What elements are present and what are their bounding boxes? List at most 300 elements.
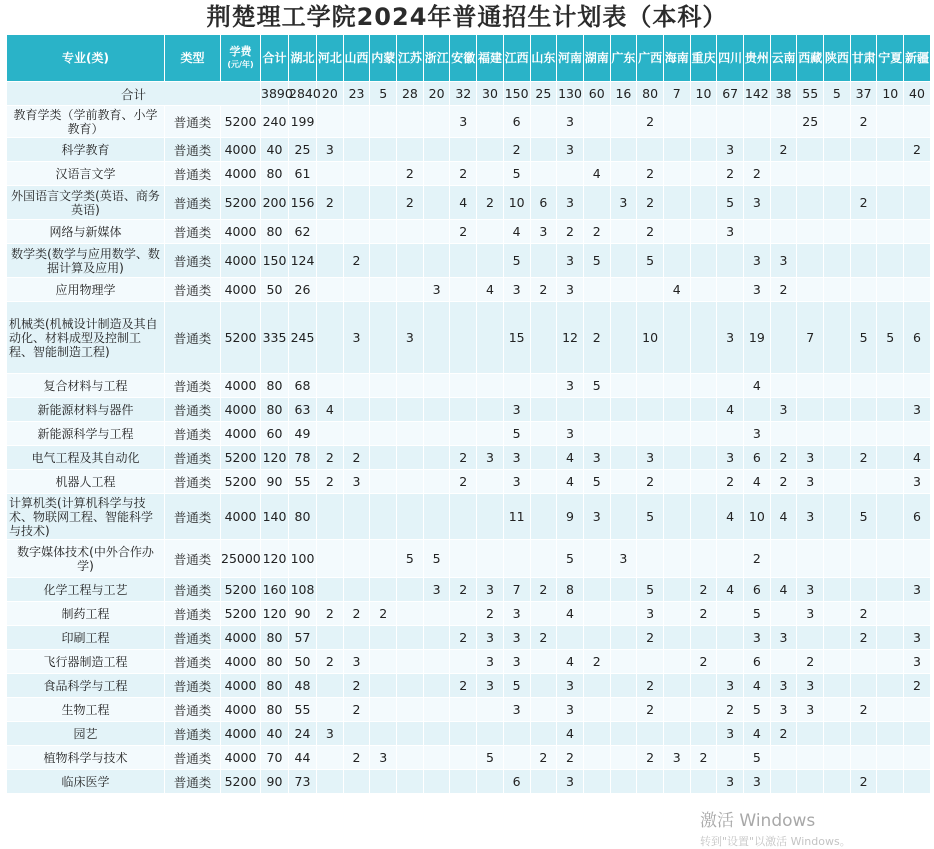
table-row bbox=[7, 746, 931, 770]
table-row bbox=[7, 602, 931, 626]
province-quota bbox=[530, 138, 557, 162]
total-cell: 60 bbox=[583, 82, 610, 106]
header-type: 类型 bbox=[165, 35, 221, 82]
province-quota bbox=[530, 602, 557, 626]
province-quota: 2 bbox=[450, 674, 477, 698]
province-quota: 3 bbox=[744, 244, 771, 278]
province-quota bbox=[317, 674, 344, 698]
province-quota: 68 bbox=[289, 374, 317, 398]
province-quota bbox=[423, 674, 450, 698]
province-quota bbox=[423, 162, 450, 186]
province-quota bbox=[317, 302, 344, 374]
province-quota: 2 bbox=[850, 770, 877, 794]
province-quota bbox=[530, 398, 557, 422]
table-row bbox=[7, 422, 931, 446]
province-quota bbox=[397, 698, 424, 722]
province-quota bbox=[610, 162, 637, 186]
province-quota bbox=[610, 470, 637, 494]
province-quota bbox=[824, 470, 851, 494]
province-quota bbox=[557, 162, 584, 186]
province-quota bbox=[824, 578, 851, 602]
province-quota bbox=[637, 540, 664, 578]
province-quota bbox=[690, 722, 717, 746]
province-quota bbox=[877, 138, 904, 162]
header-province: 云南 bbox=[770, 35, 797, 82]
province-quota bbox=[877, 244, 904, 278]
province-quota: 3 bbox=[637, 446, 664, 470]
province-quota: 2 bbox=[744, 540, 771, 578]
province-quota bbox=[770, 770, 797, 794]
province-quota bbox=[583, 422, 610, 446]
row-total: 80 bbox=[261, 650, 289, 674]
province-quota bbox=[663, 138, 690, 162]
province-quota: 4 bbox=[744, 722, 771, 746]
major-type: 普通类 bbox=[165, 746, 221, 770]
province-quota: 4 bbox=[744, 674, 771, 698]
major-name: 飞行器制造工程 bbox=[7, 650, 165, 674]
province-quota bbox=[690, 244, 717, 278]
tuition-fee: 4000 bbox=[221, 626, 261, 650]
province-quota bbox=[503, 746, 530, 770]
province-quota: 5 bbox=[503, 422, 530, 446]
major-type: 普通类 bbox=[165, 446, 221, 470]
header-province: 海南 bbox=[663, 35, 690, 82]
tuition-fee: 4000 bbox=[221, 220, 261, 244]
table-row bbox=[7, 446, 931, 470]
province-quota: 2 bbox=[557, 746, 584, 770]
province-quota bbox=[450, 244, 477, 278]
major-type: 普通类 bbox=[165, 698, 221, 722]
row-total: 150 bbox=[261, 244, 289, 278]
header-province: 西藏 bbox=[797, 35, 824, 82]
province-quota bbox=[610, 494, 637, 540]
province-quota bbox=[397, 138, 424, 162]
province-quota bbox=[477, 722, 504, 746]
province-quota: 3 bbox=[477, 650, 504, 674]
tuition-fee: 4000 bbox=[221, 162, 261, 186]
province-quota bbox=[770, 746, 797, 770]
province-quota bbox=[423, 138, 450, 162]
province-quota bbox=[850, 578, 877, 602]
province-quota bbox=[450, 698, 477, 722]
province-quota bbox=[877, 540, 904, 578]
province-quota bbox=[717, 422, 744, 446]
province-quota bbox=[530, 374, 557, 398]
major-name: 机械类(机械设计制造及其自动化、材料成型及控制工程、智能制造工程) bbox=[7, 302, 165, 374]
table-row bbox=[7, 138, 931, 162]
province-quota bbox=[824, 494, 851, 540]
province-quota bbox=[477, 398, 504, 422]
province-quota bbox=[690, 162, 717, 186]
province-quota bbox=[477, 106, 504, 138]
province-quota: 5 bbox=[744, 746, 771, 770]
province-quota bbox=[690, 540, 717, 578]
province-quota bbox=[824, 540, 851, 578]
province-quota bbox=[370, 186, 397, 220]
province-quota bbox=[744, 398, 771, 422]
major-type: 普通类 bbox=[165, 398, 221, 422]
province-quota bbox=[770, 106, 797, 138]
province-quota: 3 bbox=[904, 470, 931, 494]
province-quota: 3 bbox=[503, 626, 530, 650]
header-province: 湖北 bbox=[289, 35, 317, 82]
total-cell: 10 bbox=[877, 82, 904, 106]
province-quota bbox=[317, 244, 344, 278]
province-quota bbox=[317, 162, 344, 186]
province-quota: 3 bbox=[343, 470, 370, 494]
province-quota: 2 bbox=[583, 650, 610, 674]
province-quota: 3 bbox=[583, 446, 610, 470]
major-type: 普通类 bbox=[165, 106, 221, 138]
province-quota: 3 bbox=[557, 374, 584, 398]
province-quota bbox=[717, 650, 744, 674]
province-quota: 2 bbox=[850, 602, 877, 626]
province-quota: 55 bbox=[289, 698, 317, 722]
province-quota bbox=[824, 302, 851, 374]
province-quota bbox=[370, 244, 397, 278]
province-quota: 2 bbox=[850, 106, 877, 138]
province-quota bbox=[397, 674, 424, 698]
province-quota: 4 bbox=[717, 578, 744, 602]
province-quota bbox=[770, 422, 797, 446]
province-quota: 3 bbox=[477, 578, 504, 602]
province-quota bbox=[370, 446, 397, 470]
tuition-fee: 25000 bbox=[221, 540, 261, 578]
table-row bbox=[7, 398, 931, 422]
province-quota bbox=[663, 578, 690, 602]
table-row bbox=[7, 106, 931, 138]
header-province: 河南 bbox=[557, 35, 584, 82]
province-quota: 2 bbox=[717, 698, 744, 722]
header-province: 陕西 bbox=[824, 35, 851, 82]
province-quota: 3 bbox=[717, 770, 744, 794]
province-quota: 3 bbox=[503, 398, 530, 422]
major-type: 普通类 bbox=[165, 278, 221, 302]
province-quota bbox=[690, 278, 717, 302]
province-quota bbox=[690, 770, 717, 794]
province-quota: 5 bbox=[583, 244, 610, 278]
province-quota bbox=[663, 186, 690, 220]
province-quota bbox=[663, 674, 690, 698]
province-quota: 24 bbox=[289, 722, 317, 746]
province-quota: 3 bbox=[717, 446, 744, 470]
province-quota: 2 bbox=[450, 470, 477, 494]
province-quota: 2 bbox=[904, 674, 931, 698]
province-quota bbox=[397, 722, 424, 746]
header-province: 福建 bbox=[477, 35, 504, 82]
province-quota: 5 bbox=[850, 302, 877, 374]
province-quota bbox=[397, 220, 424, 244]
row-total: 80 bbox=[261, 626, 289, 650]
province-quota: 3 bbox=[797, 446, 824, 470]
tuition-fee: 4000 bbox=[221, 244, 261, 278]
province-quota bbox=[477, 770, 504, 794]
province-quota bbox=[824, 138, 851, 162]
province-quota bbox=[904, 186, 931, 220]
province-quota bbox=[370, 374, 397, 398]
province-quota bbox=[663, 302, 690, 374]
row-total: 80 bbox=[261, 674, 289, 698]
province-quota bbox=[450, 138, 477, 162]
major-name: 印刷工程 bbox=[7, 626, 165, 650]
province-quota: 3 bbox=[557, 138, 584, 162]
province-quota bbox=[343, 106, 370, 138]
province-quota bbox=[824, 106, 851, 138]
province-quota bbox=[583, 602, 610, 626]
province-quota bbox=[370, 494, 397, 540]
province-quota bbox=[904, 746, 931, 770]
major-name: 机器人工程 bbox=[7, 470, 165, 494]
province-quota: 2 bbox=[450, 220, 477, 244]
row-total: 80 bbox=[261, 374, 289, 398]
province-quota bbox=[717, 106, 744, 138]
province-quota: 3 bbox=[797, 674, 824, 698]
major-type: 普通类 bbox=[165, 422, 221, 446]
province-quota bbox=[397, 578, 424, 602]
province-quota: 2 bbox=[637, 626, 664, 650]
province-quota: 3 bbox=[423, 578, 450, 602]
province-quota: 2 bbox=[317, 650, 344, 674]
province-quota: 4 bbox=[557, 602, 584, 626]
province-quota: 25 bbox=[289, 138, 317, 162]
province-quota: 2 bbox=[583, 302, 610, 374]
province-quota: 2 bbox=[637, 698, 664, 722]
province-quota bbox=[343, 278, 370, 302]
province-quota bbox=[663, 626, 690, 650]
province-quota bbox=[904, 602, 931, 626]
province-quota: 6 bbox=[503, 770, 530, 794]
province-quota: 3 bbox=[744, 626, 771, 650]
province-quota bbox=[850, 722, 877, 746]
province-quota: 3 bbox=[744, 422, 771, 446]
tuition-fee: 5200 bbox=[221, 578, 261, 602]
province-quota bbox=[877, 578, 904, 602]
header-province: 重庆 bbox=[690, 35, 717, 82]
province-quota: 3 bbox=[557, 422, 584, 446]
province-quota bbox=[583, 746, 610, 770]
province-quota bbox=[397, 244, 424, 278]
province-quota: 3 bbox=[557, 278, 584, 302]
province-quota bbox=[370, 698, 397, 722]
province-quota: 3 bbox=[770, 398, 797, 422]
province-quota bbox=[610, 770, 637, 794]
province-quota bbox=[850, 244, 877, 278]
province-quota bbox=[824, 746, 851, 770]
province-quota bbox=[637, 770, 664, 794]
province-quota bbox=[824, 374, 851, 398]
province-quota: 6 bbox=[744, 578, 771, 602]
province-quota bbox=[824, 770, 851, 794]
province-quota bbox=[530, 494, 557, 540]
province-quota bbox=[450, 540, 477, 578]
province-quota bbox=[663, 722, 690, 746]
province-quota bbox=[663, 398, 690, 422]
province-quota: 4 bbox=[904, 446, 931, 470]
province-quota bbox=[824, 422, 851, 446]
province-quota: 2 bbox=[770, 446, 797, 470]
province-quota: 5 bbox=[423, 540, 450, 578]
province-quota bbox=[904, 540, 931, 578]
province-quota bbox=[343, 494, 370, 540]
major-name: 临床医学 bbox=[7, 770, 165, 794]
province-quota: 2 bbox=[317, 186, 344, 220]
province-quota: 3 bbox=[397, 302, 424, 374]
province-quota: 108 bbox=[289, 578, 317, 602]
province-quota bbox=[423, 244, 450, 278]
province-quota: 5 bbox=[637, 494, 664, 540]
table-row bbox=[7, 302, 931, 374]
province-quota bbox=[663, 470, 690, 494]
major-type: 普通类 bbox=[165, 770, 221, 794]
table-row bbox=[7, 278, 931, 302]
row-total: 335 bbox=[261, 302, 289, 374]
province-quota: 3 bbox=[770, 698, 797, 722]
province-quota bbox=[797, 746, 824, 770]
province-quota: 2 bbox=[637, 674, 664, 698]
province-quota bbox=[797, 162, 824, 186]
province-quota bbox=[530, 540, 557, 578]
major-name: 教育学类（学前教育、小学教育） bbox=[7, 106, 165, 138]
province-quota: 2 bbox=[317, 446, 344, 470]
tuition-fee: 5200 bbox=[221, 602, 261, 626]
major-name: 计算机类(计算机科学与技术、物联网工程、智能科学与技术) bbox=[7, 494, 165, 540]
province-quota bbox=[637, 422, 664, 446]
province-quota: 6 bbox=[744, 446, 771, 470]
province-quota: 2 bbox=[797, 650, 824, 674]
table-row bbox=[7, 674, 931, 698]
province-quota: 3 bbox=[503, 650, 530, 674]
province-quota bbox=[797, 186, 824, 220]
province-quota: 4 bbox=[770, 578, 797, 602]
province-quota bbox=[343, 374, 370, 398]
province-quota bbox=[690, 106, 717, 138]
province-quota bbox=[770, 186, 797, 220]
province-quota bbox=[690, 398, 717, 422]
province-quota bbox=[583, 138, 610, 162]
province-quota bbox=[744, 106, 771, 138]
province-quota: 3 bbox=[503, 278, 530, 302]
province-quota bbox=[450, 746, 477, 770]
province-quota bbox=[423, 626, 450, 650]
row-total: 160 bbox=[261, 578, 289, 602]
province-quota bbox=[450, 302, 477, 374]
province-quota: 4 bbox=[557, 470, 584, 494]
province-quota bbox=[370, 626, 397, 650]
province-quota: 3 bbox=[343, 302, 370, 374]
province-quota bbox=[423, 374, 450, 398]
province-quota: 19 bbox=[744, 302, 771, 374]
province-quota bbox=[797, 770, 824, 794]
province-quota bbox=[717, 374, 744, 398]
province-quota bbox=[797, 138, 824, 162]
major-name: 化学工程与工艺 bbox=[7, 578, 165, 602]
province-quota bbox=[690, 446, 717, 470]
province-quota bbox=[343, 626, 370, 650]
province-quota bbox=[530, 650, 557, 674]
province-quota bbox=[744, 220, 771, 244]
table-row bbox=[7, 470, 931, 494]
total-cell: 10 bbox=[690, 82, 717, 106]
province-quota bbox=[717, 746, 744, 770]
major-type: 普通类 bbox=[165, 674, 221, 698]
province-quota bbox=[423, 106, 450, 138]
province-quota bbox=[503, 722, 530, 746]
table-row bbox=[7, 186, 931, 220]
major-name: 网络与新媒体 bbox=[7, 220, 165, 244]
province-quota: 3 bbox=[610, 186, 637, 220]
province-quota bbox=[477, 494, 504, 540]
province-quota: 2 bbox=[477, 186, 504, 220]
province-quota bbox=[690, 674, 717, 698]
province-quota bbox=[690, 422, 717, 446]
province-quota bbox=[904, 244, 931, 278]
total-cell: 80 bbox=[637, 82, 664, 106]
province-quota bbox=[797, 220, 824, 244]
province-quota: 57 bbox=[289, 626, 317, 650]
province-quota bbox=[770, 650, 797, 674]
province-quota: 5 bbox=[583, 470, 610, 494]
province-quota: 3 bbox=[770, 244, 797, 278]
province-quota bbox=[877, 422, 904, 446]
province-quota bbox=[850, 470, 877, 494]
province-quota bbox=[317, 422, 344, 446]
province-quota: 3 bbox=[343, 650, 370, 674]
row-total: 200 bbox=[261, 186, 289, 220]
province-quota bbox=[530, 162, 557, 186]
province-quota: 2 bbox=[530, 626, 557, 650]
province-quota bbox=[530, 446, 557, 470]
province-quota bbox=[343, 722, 370, 746]
province-quota bbox=[797, 244, 824, 278]
province-quota bbox=[317, 494, 344, 540]
province-quota bbox=[877, 278, 904, 302]
province-quota bbox=[824, 626, 851, 650]
province-quota bbox=[877, 470, 904, 494]
province-quota bbox=[877, 186, 904, 220]
tuition-fee: 5200 bbox=[221, 770, 261, 794]
province-quota: 3 bbox=[557, 770, 584, 794]
province-quota: 50 bbox=[289, 650, 317, 674]
row-total: 40 bbox=[261, 138, 289, 162]
province-quota: 3 bbox=[557, 698, 584, 722]
province-quota: 7 bbox=[797, 302, 824, 374]
province-quota: 2 bbox=[637, 220, 664, 244]
province-quota: 5 bbox=[503, 244, 530, 278]
province-quota: 4 bbox=[477, 278, 504, 302]
province-quota bbox=[397, 746, 424, 770]
province-quota: 4 bbox=[557, 650, 584, 674]
province-quota bbox=[797, 398, 824, 422]
province-quota: 3 bbox=[797, 698, 824, 722]
row-total: 80 bbox=[261, 698, 289, 722]
province-quota bbox=[477, 540, 504, 578]
province-quota: 10 bbox=[744, 494, 771, 540]
total-cell: 67 bbox=[717, 82, 744, 106]
province-quota bbox=[690, 494, 717, 540]
province-quota: 5 bbox=[397, 540, 424, 578]
province-quota: 3 bbox=[477, 446, 504, 470]
province-quota: 62 bbox=[289, 220, 317, 244]
province-quota bbox=[877, 446, 904, 470]
header-fee-label: 学费 bbox=[229, 45, 252, 58]
province-quota bbox=[663, 446, 690, 470]
header-province: 河北 bbox=[317, 35, 344, 82]
province-quota: 3 bbox=[477, 626, 504, 650]
province-quota bbox=[610, 244, 637, 278]
province-quota bbox=[850, 138, 877, 162]
province-quota bbox=[397, 770, 424, 794]
tuition-fee: 5200 bbox=[221, 470, 261, 494]
